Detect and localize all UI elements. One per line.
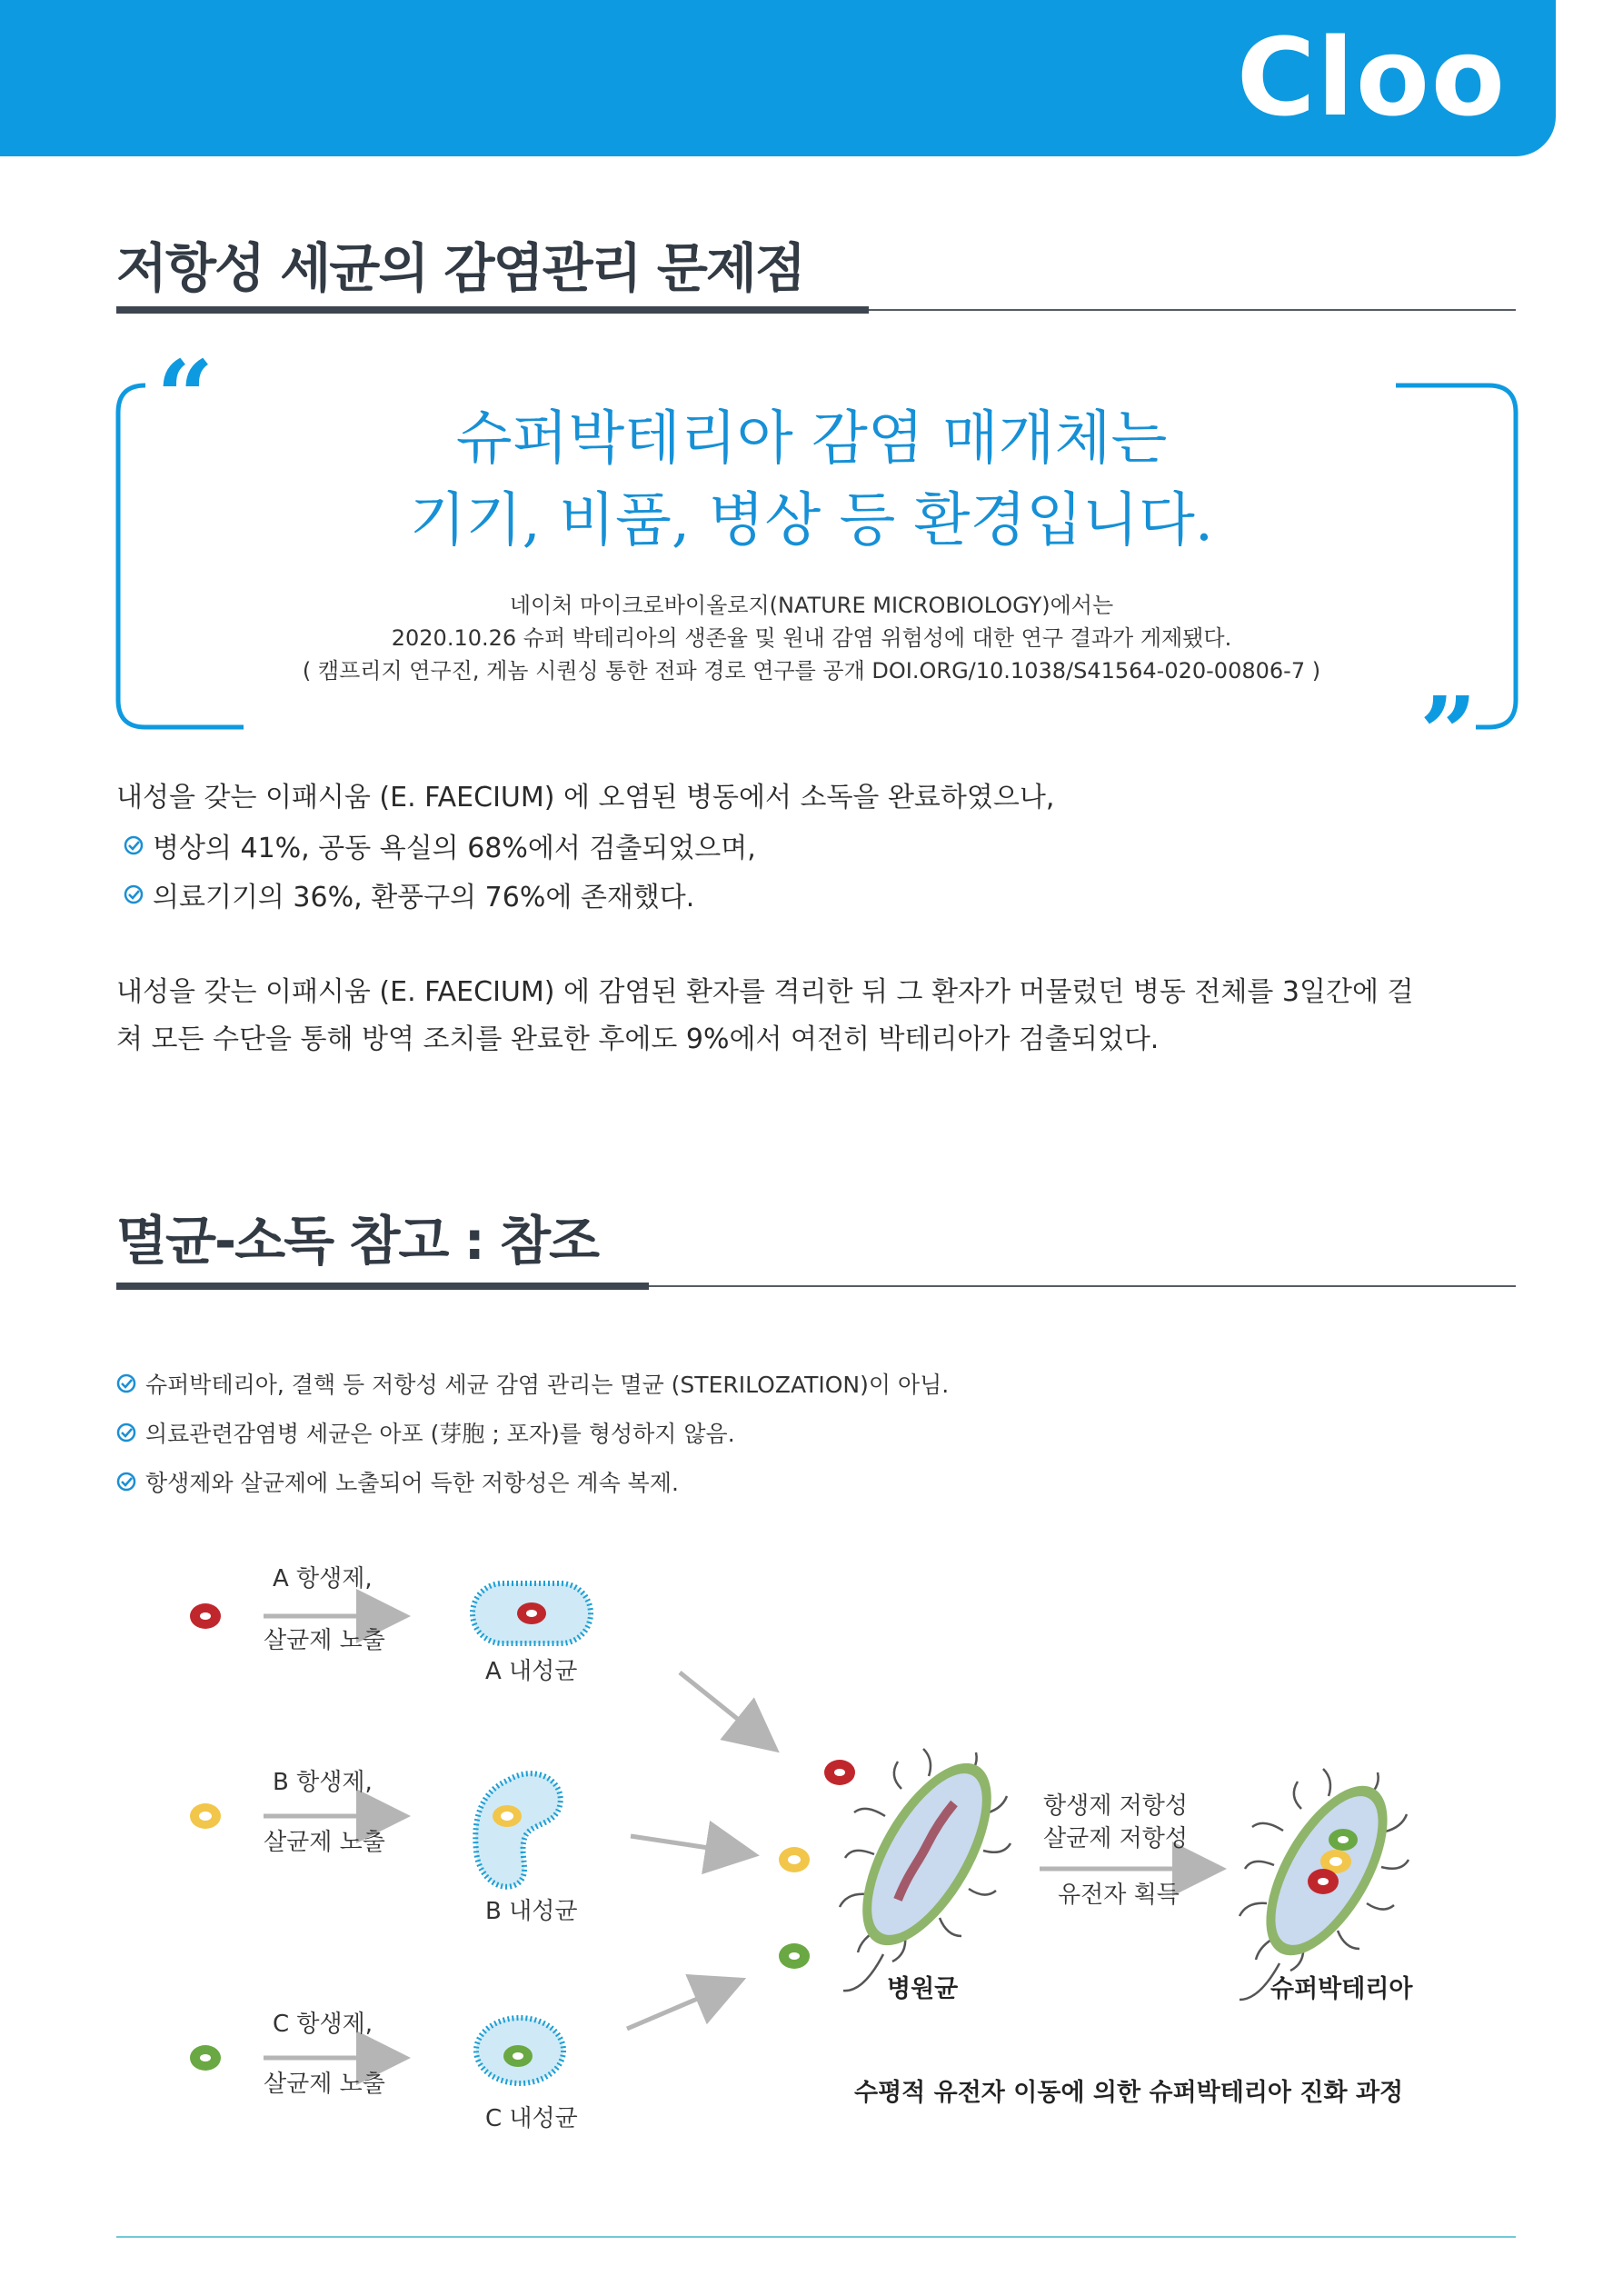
transfer-arrow: [627, 1982, 738, 2029]
superbug-label: 슈퍼박테리아: [1270, 1975, 1413, 2003]
source-line-3: ( 캠프리지 연구진, 게놈 시퀀싱 통한 전파 경로 연구를 공개 DOI.ORG/10.1038/S41564-020-00806-7 ): [302, 658, 1321, 684]
resistant-bacterium-a-icon: [473, 1583, 591, 1643]
b-result-label: B 내성균: [485, 1898, 578, 1925]
transfer-arrow: [680, 1672, 772, 1747]
superbug-bacterium-icon: [1240, 1767, 1412, 2000]
para2-line-2: 쳐 모든 수단을 통해 방역 조치를 완료한 후에도 9%에서 여전히 박테리아가 검출되었다.: [116, 1023, 1160, 1055]
para2-line-1: 내성을 갖는 이패시움 (E. FAECIUM) 에 감염된 환자를 격리한 뒤 그 환자가 머물렀던 병동 전체를 3일간에 걸: [116, 976, 1414, 1008]
para1-intro: 내성을 갖는 이패시움 (E. FAECIUM) 에 오염된 병동에서 소독을 완료하였으나,: [116, 782, 1055, 814]
acquire-label-2: 살균제 저항성: [1043, 1825, 1188, 1852]
note-text: 의료관련감염병 세균은 아포 (芽胞 ; 포자)를 형성하지 않음.: [145, 1421, 735, 1447]
c-exposure-label-2: 살균제 노출: [264, 2071, 385, 2098]
c-result-label: C 내성균: [485, 2105, 578, 2132]
gene-red-icon: [824, 1760, 855, 1785]
bullet-text: 병상의 41%, 공동 욕실의 68%에서 검출되었으며,: [153, 833, 756, 864]
resistant-bacterium-c-icon: [476, 2018, 563, 2083]
quote-line-1: 슈퍼박테리아 감염 매개체는: [455, 405, 1168, 473]
acquire-label-3: 유전자 획득: [1058, 1882, 1180, 1909]
note-text: 슈퍼박테리아, 결핵 등 저항성 세균 감염 관리는 멸균 (STERILOZATION)이 아님.: [145, 1372, 950, 1398]
section1-title: 저항성 세균의 감염관리 문제점: [116, 237, 804, 299]
a-exposure-label-1: A 항생제,: [273, 1565, 373, 1592]
open-quote-icon: “: [156, 338, 214, 455]
pathogen-label: 병원균: [887, 1975, 959, 2003]
gene-green-icon: [190, 2045, 221, 2071]
gene-red-icon: [190, 1603, 221, 1629]
gene-yellow-icon: [190, 1803, 221, 1829]
a-result-label: A 내성균: [485, 1658, 578, 1685]
source-line-2: 2020.10.26 슈퍼 박테리아의 생존율 및 원내 감염 위험성에 대한 연구 결과가 게제됐다.: [391, 625, 1232, 651]
brand-logo: Cloo: [1236, 15, 1507, 140]
b-exposure-label-1: B 항생제,: [273, 1769, 373, 1796]
diagram-caption: 수평적 유전자 이동에 의한 슈퍼박테리아 진화 과정: [854, 2079, 1404, 2107]
footer-rule: [116, 2236, 1516, 2238]
b-exposure-label-2: 살균제 노출: [264, 1829, 385, 1856]
transfer-arrow: [631, 1836, 751, 1854]
c-exposure-label-1: C 항생제,: [273, 2011, 373, 2038]
gene-yellow-icon: [779, 1847, 810, 1872]
bullet-text: 의료기기의 36%, 환풍구의 76%에 존재했다.: [153, 882, 695, 913]
a-exposure-label-2: 살균제 노출: [264, 1627, 385, 1654]
note-text: 항생제와 살균제에 노출되어 득한 저항성은 계속 복제.: [145, 1470, 679, 1496]
close-quote-icon: ”: [1419, 674, 1478, 792]
quote-line-2: 기기, 비품, 병상 등 환경입니다.: [409, 487, 1214, 554]
pathogen-bacterium-icon: [837, 1743, 1018, 1991]
acquire-label-1: 항생제 저항성: [1043, 1792, 1188, 1820]
resistant-bacterium-b-icon: [475, 1773, 560, 1887]
section2-title: 멸균-소독 참고 : 참조: [116, 1210, 599, 1272]
source-line-1: 네이처 마이크로바이올로지(NATURE MICROBIOLOGY)에서는: [509, 593, 1114, 618]
gene-green-icon: [779, 1943, 810, 1969]
